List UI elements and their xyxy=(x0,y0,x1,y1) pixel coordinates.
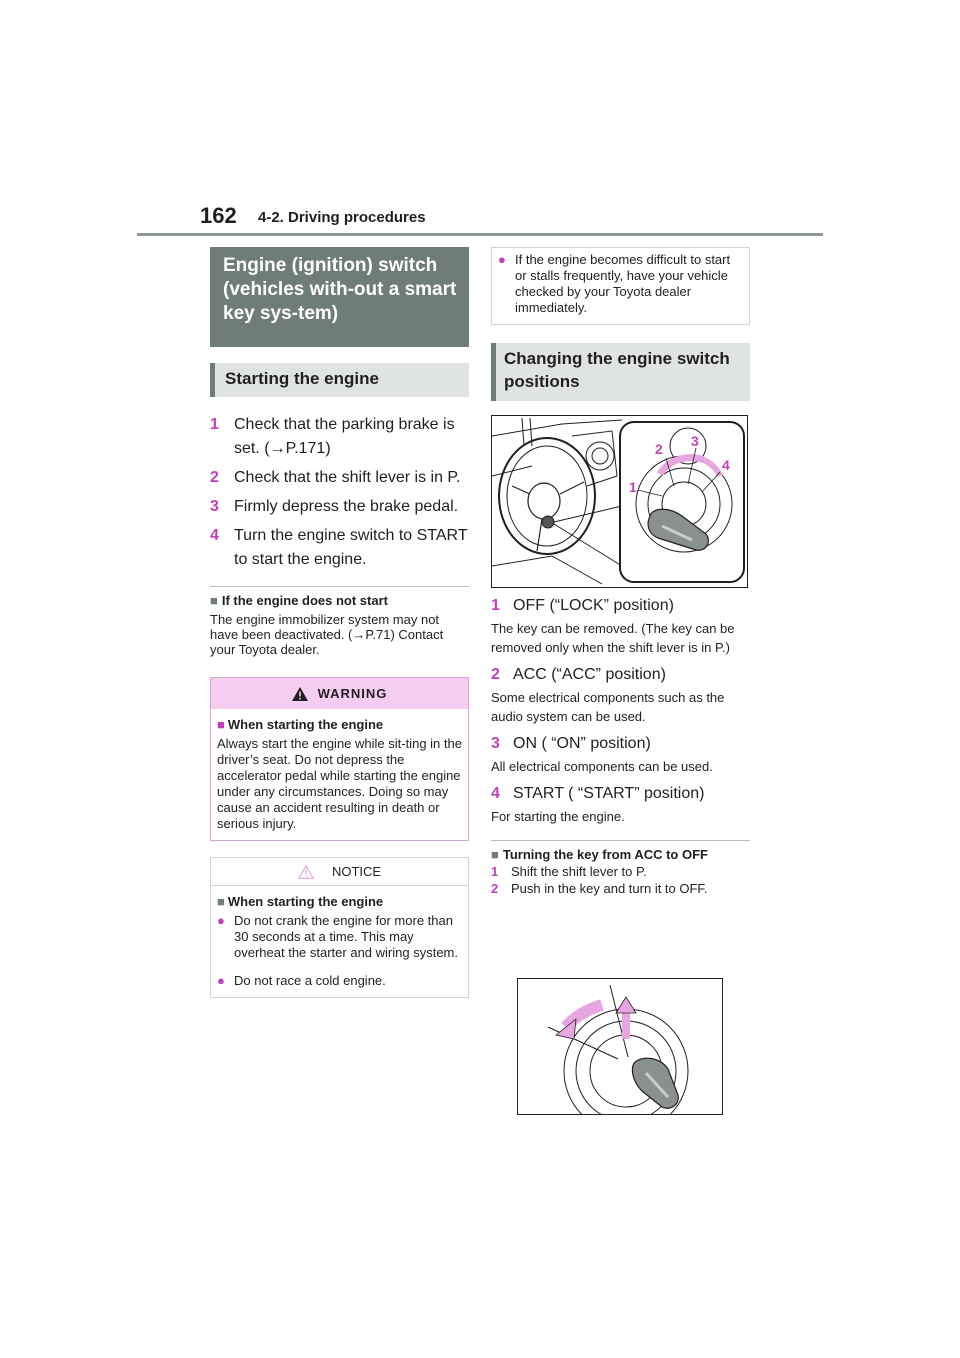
step-number: 4 xyxy=(210,527,219,544)
sub-heading-starting: Starting the engine xyxy=(210,363,469,397)
key-turn-illustration xyxy=(517,978,723,1115)
notice-box xyxy=(210,857,469,998)
warning-text: Always start the engine while sit-ting in the driver’s seat. Do not depress the accelerator pedal while starting the engine under any circumstances. Doing so may cause an accident resulting in death or serious injury. xyxy=(217,736,462,831)
step-item xyxy=(210,495,469,519)
step-text: Check that the shift lever is in P. xyxy=(234,469,461,486)
position-desc: The key can be removed. (The key can be removed only when the shift lever is in P.) xyxy=(491,621,735,655)
note-step xyxy=(491,881,750,896)
note-step-number: 2 xyxy=(491,881,499,896)
warning-subtitle xyxy=(217,717,462,732)
right-column xyxy=(491,247,750,896)
note-step-number: 1 xyxy=(491,864,499,879)
left-column xyxy=(210,247,469,998)
position-desc: For starting the engine. xyxy=(491,809,625,824)
position-desc: All electrical components can be used. xyxy=(491,759,713,774)
bullet-dot-icon: ● xyxy=(217,913,225,928)
square-bullet-icon: ■ xyxy=(217,717,225,732)
figure-callout-2: 2 xyxy=(655,441,663,457)
position-title xyxy=(491,734,750,754)
notice-bullet xyxy=(217,913,462,961)
header-divider xyxy=(137,233,823,236)
ignition-switch-illustration xyxy=(491,415,748,588)
position-number: 4 xyxy=(491,785,500,802)
step-number: 1 xyxy=(210,416,219,433)
bullet-dot-icon: ● xyxy=(498,252,506,267)
dashboard-drawing xyxy=(492,416,748,588)
note-title xyxy=(491,847,750,862)
notice-subtitle-text: When starting the engine xyxy=(227,894,384,909)
notice-bullet-text: Do not crank the engine for more than 30 seconds at a time. This may overheat the starter and wiring system. xyxy=(234,913,458,960)
notice-header xyxy=(211,858,468,886)
position-number: 3 xyxy=(491,735,500,752)
warning-subtitle-text: When starting the engine xyxy=(227,717,384,732)
notice-subtitle xyxy=(217,894,462,909)
position-title xyxy=(491,596,750,616)
position-item xyxy=(491,665,750,726)
position-title-text: START ( “START” position) xyxy=(513,785,705,802)
main-heading: Engine (ignition) switch (vehicles with-out a smart key sys-tem) xyxy=(210,247,469,347)
step-number: 3 xyxy=(210,498,219,515)
section-title: 4-2. Driving procedures xyxy=(258,209,426,226)
note-title xyxy=(210,593,469,608)
step-text: Check that the parking brake is set. (→P.171) xyxy=(234,416,455,457)
position-item xyxy=(491,734,750,776)
bullet-dot-icon: ● xyxy=(217,973,225,988)
warning-label: WARNING xyxy=(317,686,388,701)
sub-heading-changing: Changing the engine switch positions xyxy=(491,343,750,401)
step-text: Turn the engine switch to START to start the engine. xyxy=(234,527,468,568)
warning-body xyxy=(211,709,468,840)
page-number: 162 xyxy=(200,203,237,228)
key-turn-drawing xyxy=(518,979,723,1115)
step-number: 2 xyxy=(210,469,219,486)
note-step xyxy=(491,864,750,879)
notice-triangle-icon xyxy=(298,865,314,879)
notice-bullet-text: Do not race a cold engine. xyxy=(234,973,386,988)
starting-steps xyxy=(210,413,469,572)
step-item xyxy=(210,524,469,572)
step-text: Firmly depress the brake pedal. xyxy=(234,498,459,515)
warning-box xyxy=(210,677,469,841)
warning-triangle-icon xyxy=(292,687,308,701)
note-body: The engine immobilizer system may not have been deactivated. (→P.71) Contact your Toyota dealer. xyxy=(210,612,444,657)
notice-body xyxy=(211,886,468,997)
step-item xyxy=(210,466,469,490)
top-note-box xyxy=(491,247,750,325)
position-title xyxy=(491,665,750,685)
warning-header xyxy=(211,678,468,709)
note-step-text: Push in the key and turn it to OFF. xyxy=(511,881,708,896)
section-divider xyxy=(491,840,750,841)
figure-callout-3: 3 xyxy=(691,433,699,449)
top-note-text: If the engine becomes difficult to start or stalls frequently, have your vehicle checked by your Toyota dealer immediately. xyxy=(515,252,731,315)
position-desc: Some electrical components such as the audio system can be used. xyxy=(491,690,725,724)
figure-callout-4: 4 xyxy=(722,457,730,473)
square-bullet-icon: ■ xyxy=(217,894,225,909)
top-note-bullet xyxy=(498,252,743,316)
note-title-text: If the engine does not start xyxy=(221,593,388,608)
position-title-text: ON ( “ON” position) xyxy=(513,735,651,752)
step-item xyxy=(210,413,469,461)
square-bullet-icon: ■ xyxy=(210,593,218,608)
note-steps xyxy=(491,864,750,896)
notice-label: NOTICE xyxy=(331,864,382,879)
note-title-text: Turning the key from ACC to OFF xyxy=(502,847,708,862)
notice-bullet xyxy=(217,973,462,989)
section-divider xyxy=(210,586,469,587)
position-title-text: ACC (“ACC” position) xyxy=(513,666,666,683)
position-number: 1 xyxy=(491,597,500,614)
position-item xyxy=(491,596,750,657)
position-title xyxy=(491,784,750,804)
position-number: 2 xyxy=(491,666,500,683)
note-step-text: Shift the shift lever to P. xyxy=(511,864,647,879)
position-item xyxy=(491,784,750,826)
figure-callout-1: 1 xyxy=(629,479,637,495)
position-title-text: OFF (“LOCK” position) xyxy=(513,597,674,614)
square-bullet-icon: ■ xyxy=(491,847,499,862)
